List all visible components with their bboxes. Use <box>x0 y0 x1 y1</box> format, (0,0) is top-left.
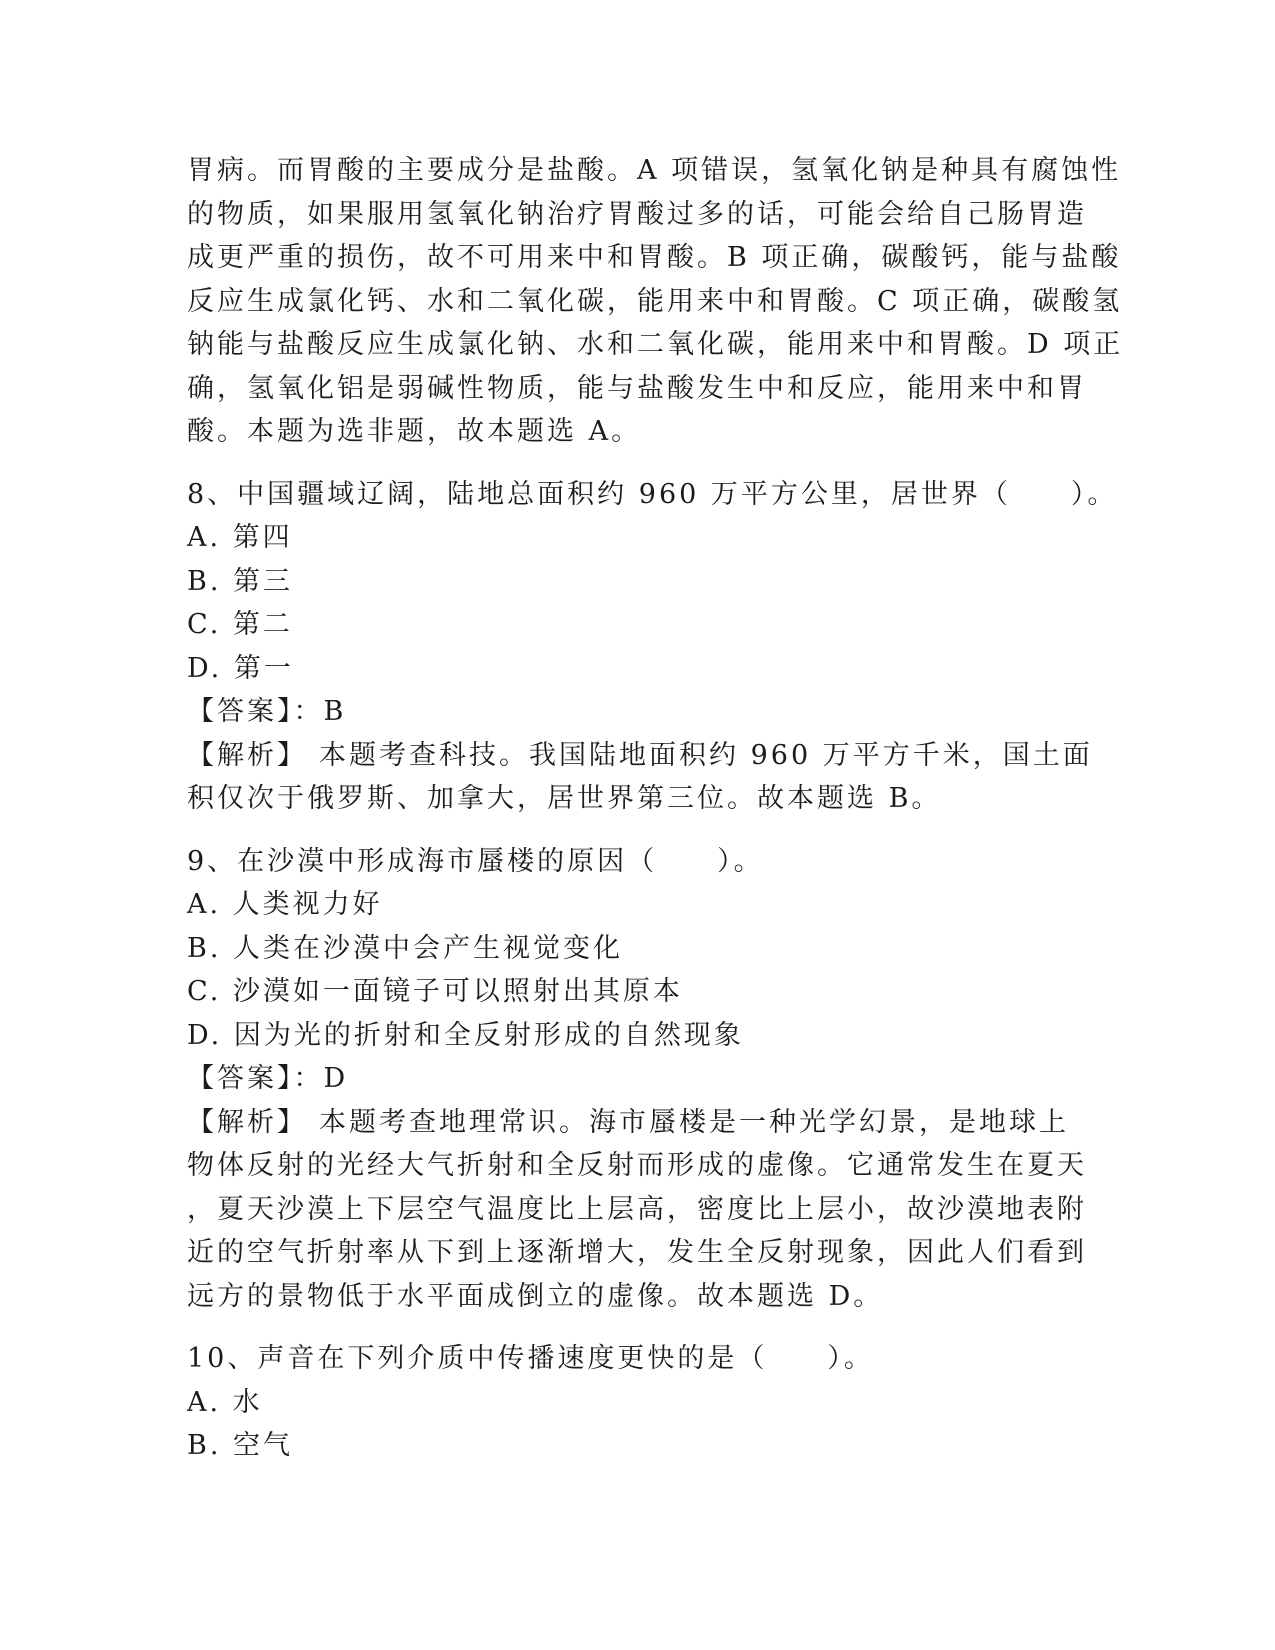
analysis-line: ，夏天沙漠上下层空气温度比上层高，密度比上层小，故沙漠地表附 <box>187 1193 1087 1225</box>
question-10 <box>187 1337 1087 1468</box>
section-gap <box>187 821 1087 840</box>
explanation-line: 的物质，如果服用氢氧化钠治疗胃酸过多的话，可能会给自己肠胃造 <box>187 198 1087 230</box>
explanation-line: 反应生成氯化钙、水和二氧化碳，能用来中和胃酸。C 项正确，碳酸氢 <box>187 285 1123 317</box>
answer-value: D <box>323 1063 349 1094</box>
analysis-line <box>187 1101 1087 1145</box>
option-c: C. 第二 <box>187 609 293 640</box>
analysis-text: 本题考查科技。我国陆地面积约 960 万平方千米，国土面 <box>319 739 1093 771</box>
option-b: B. 第三 <box>187 565 294 597</box>
explanation-line: 酸。本题为选非题，故本题选 A。 <box>187 416 642 447</box>
analysis-line <box>187 734 1093 778</box>
explanation-line: 确，氢氧化铝是弱碱性物质，能与盐酸发生中和反应，能用来中和胃 <box>187 372 1087 404</box>
analysis-label: 【解析】 <box>187 739 307 771</box>
answer-line <box>187 1057 1087 1101</box>
option-d: D. 第一 <box>187 652 294 684</box>
analysis-label: 【解析】 <box>187 1106 307 1138</box>
section-gap <box>187 454 1087 473</box>
option-b: B. 空气 <box>187 1430 294 1461</box>
answer-line <box>187 690 1087 734</box>
answer-label: 【答案】： <box>187 696 324 727</box>
continued-explanation <box>187 149 1124 454</box>
section-gap <box>187 1318 1087 1337</box>
explanation-line: 钠能与盐酸反应生成氯化钠、水和二氧化碳，能用来中和胃酸。D 项正 <box>187 329 1124 360</box>
question-text: 8、中国疆域辽阔，陆地总面积约 960 万平方公里，居世界（ ）。 <box>187 478 1118 510</box>
question-9 <box>187 840 1087 1319</box>
document-body <box>187 149 1124 1468</box>
analysis-line: 物体反射的光经大气折射和全反射而形成的虚像。它通常发生在夏天 <box>187 1150 1087 1181</box>
answer-label: 【答案】： <box>187 1063 324 1094</box>
analysis-line: 积仅次于俄罗斯、加拿大，居世界第三位。故本题选 B。 <box>187 783 942 814</box>
option-a: A. 第四 <box>187 522 293 553</box>
answer-value: B <box>323 696 347 727</box>
question-8 <box>187 473 1118 821</box>
option-b: B. 人类在沙漠中会产生视觉变化 <box>187 932 624 964</box>
analysis-line: 近的空气折射率从下到上逐渐增大，发生全反射现象，因此人们看到 <box>187 1237 1087 1268</box>
option-c: C. 沙漠如一面镜子可以照射出其原本 <box>187 976 683 1007</box>
question-text: 10、声音在下列介质中传播速度更快的是（ ）。 <box>187 1343 874 1374</box>
option-a: A. 水 <box>187 1386 263 1418</box>
analysis-line: 远方的景物低于水平面成倒立的虚像。故本题选 D。 <box>187 1280 884 1312</box>
question-text: 9、在沙漠中形成海市蜃楼的原因（ ）。 <box>187 845 764 877</box>
option-a: A. 人类视力好 <box>187 889 383 920</box>
analysis-text: 本题考查地理常识。海市蜃楼是一种光学幻景，是地球上 <box>319 1106 1069 1138</box>
explanation-line: 胃病。而胃酸的主要成分是盐酸。A 项错误，氢氧化钠是种具有腐蚀性 <box>187 155 1122 186</box>
option-d: D. 因为光的折射和全反射形成的自然现象 <box>187 1019 744 1051</box>
explanation-line: 成更严重的损伤，故不可用来中和胃酸。B 项正确，碳酸钙，能与盐酸 <box>187 242 1122 273</box>
